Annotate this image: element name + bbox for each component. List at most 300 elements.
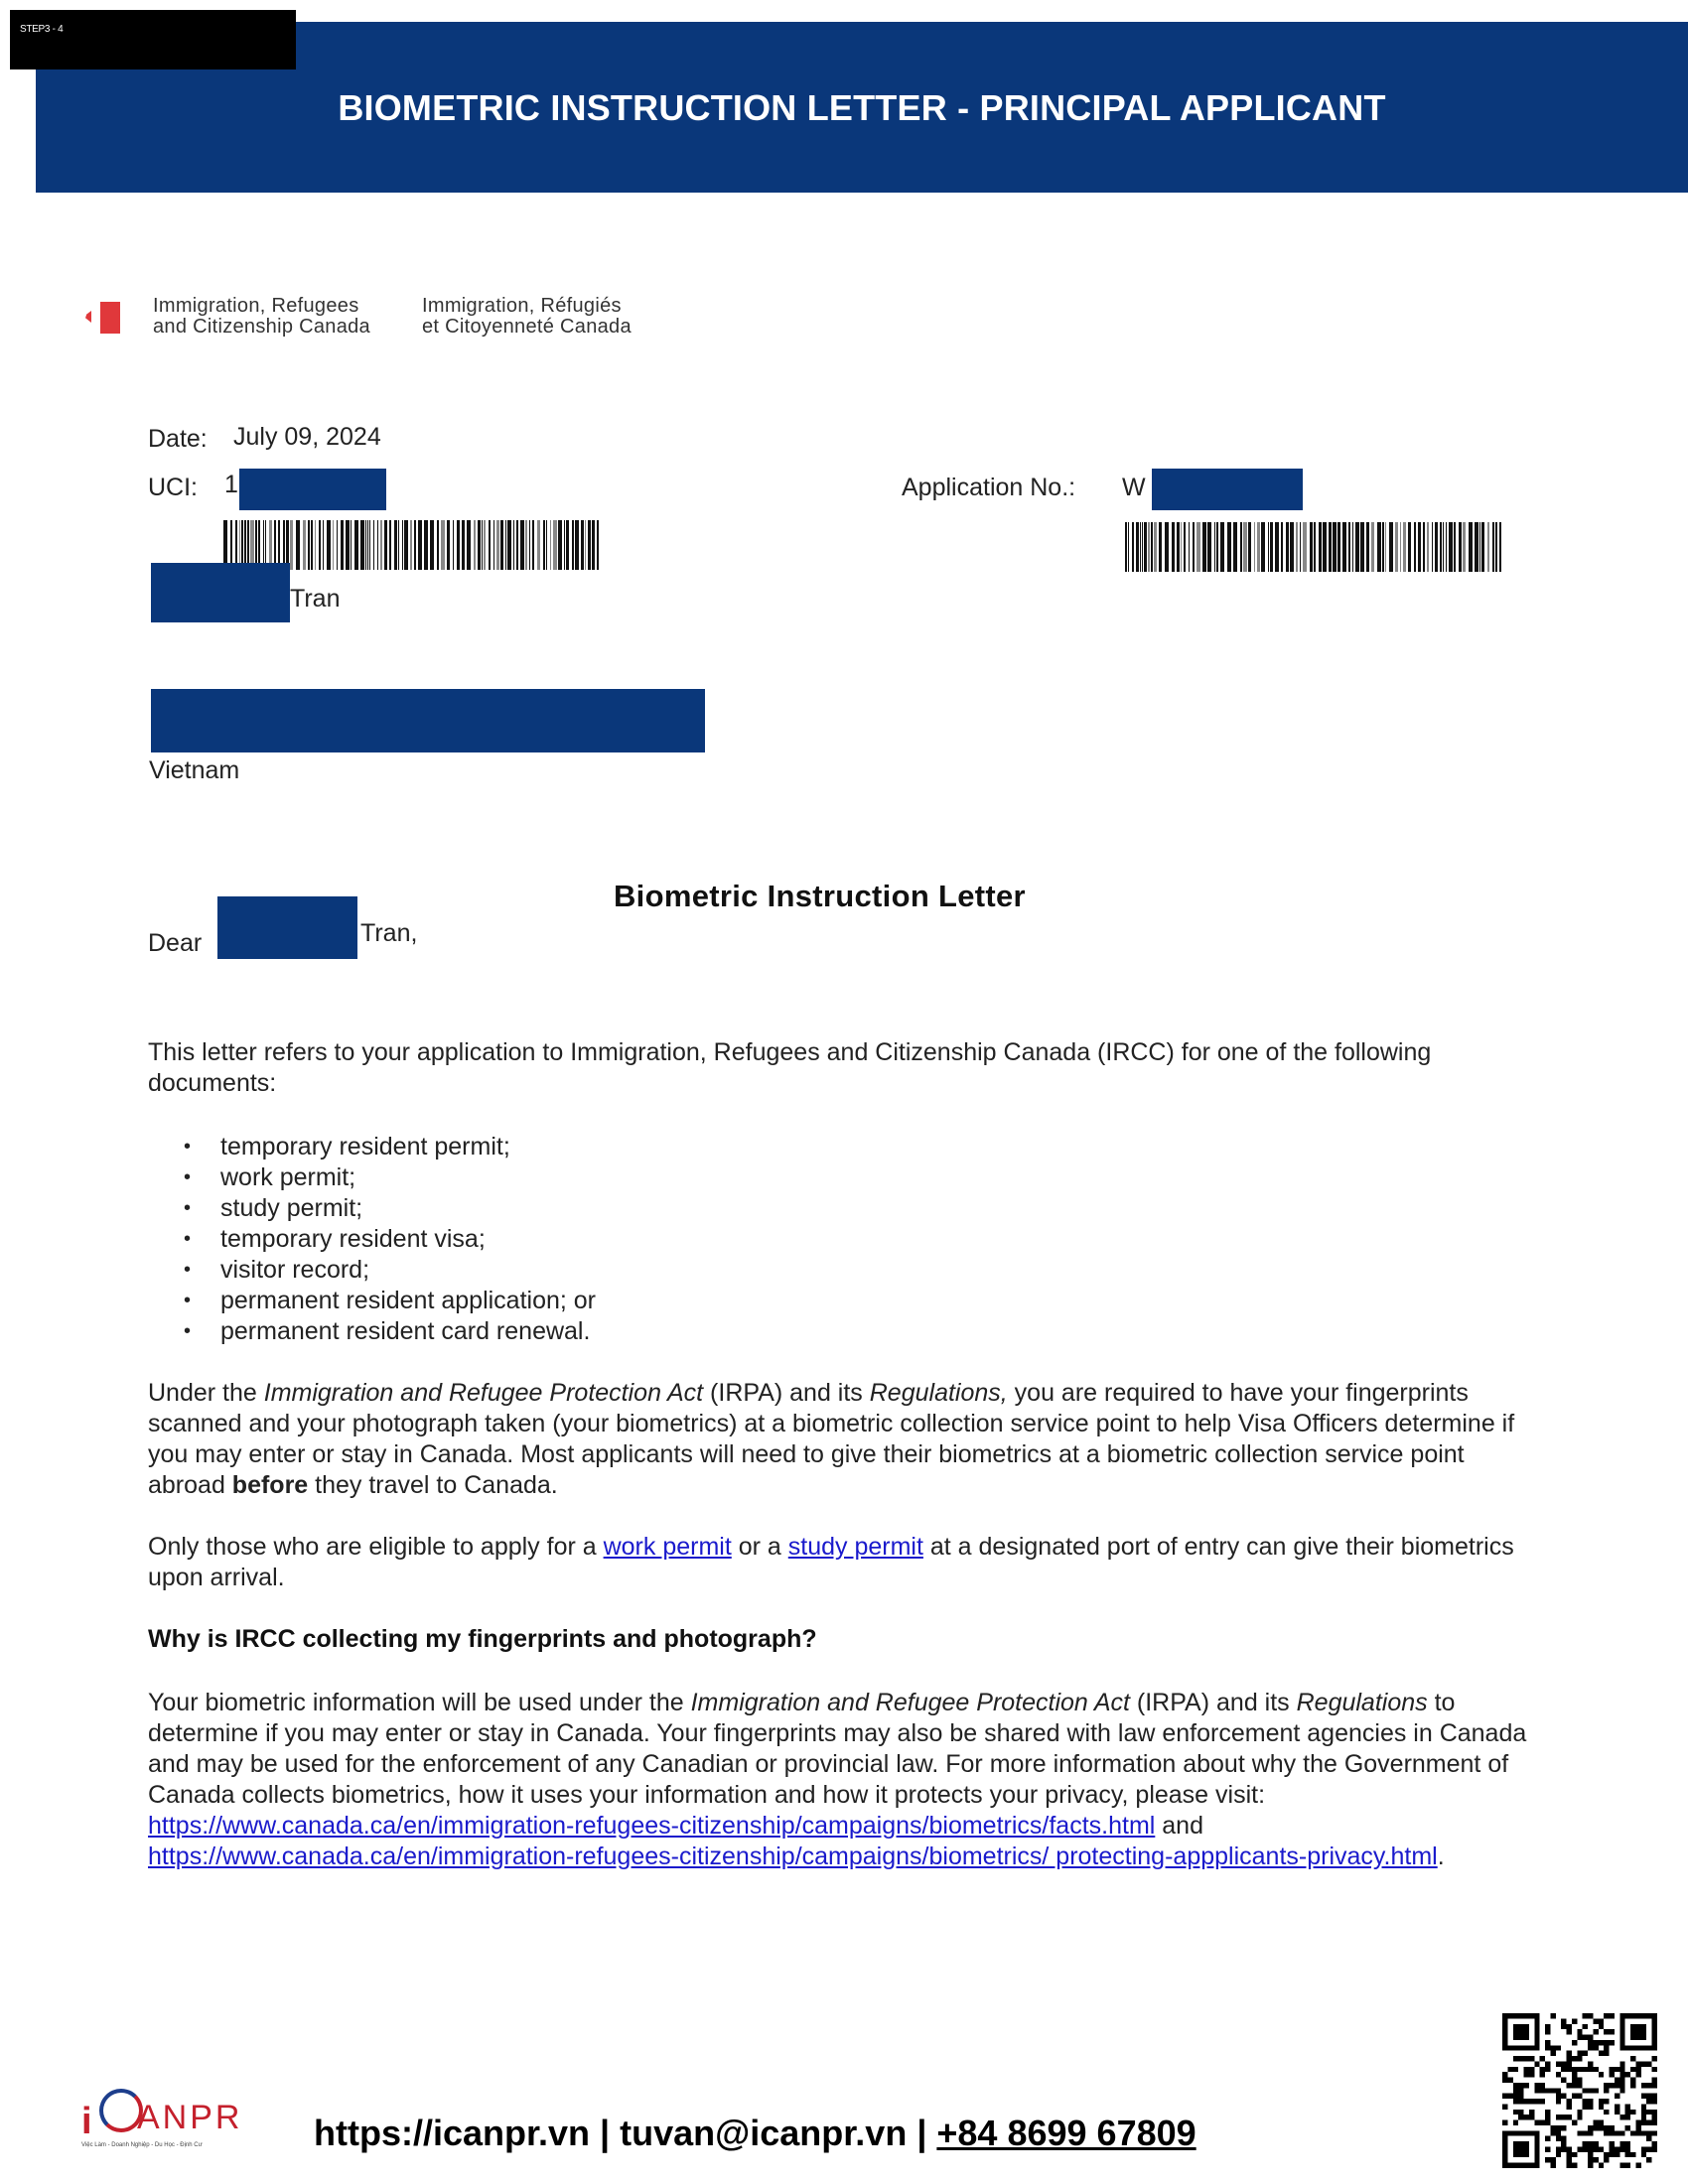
qr-module xyxy=(1545,2067,1550,2072)
qr-module xyxy=(1513,2141,1529,2157)
barcode-bar xyxy=(1449,522,1453,572)
qr-module xyxy=(1502,2104,1507,2109)
barcode-bar xyxy=(1371,522,1374,572)
barcode-bar xyxy=(1281,522,1283,572)
barcode-bar xyxy=(1296,522,1298,572)
qr-module xyxy=(1556,2088,1561,2093)
qr-module xyxy=(1577,2067,1582,2072)
qr-module xyxy=(1610,2083,1615,2088)
qr-module xyxy=(1567,2029,1572,2034)
list-item: • permanent resident card renewal. xyxy=(184,1316,596,1347)
qr-module xyxy=(1540,2072,1545,2077)
qr-module xyxy=(1545,2115,1550,2119)
redaction-box xyxy=(1152,469,1303,510)
redaction-box xyxy=(217,896,357,959)
barcode-bar xyxy=(327,520,331,570)
barcode-bar xyxy=(550,520,551,570)
qr-module xyxy=(1599,2099,1604,2104)
qr-module xyxy=(1619,2130,1624,2135)
qr-module xyxy=(1556,2094,1561,2099)
qr-module xyxy=(1577,2083,1582,2088)
barcode-bar xyxy=(581,520,584,570)
qr-module xyxy=(1641,2130,1646,2135)
barcode-bar xyxy=(493,520,494,570)
qr-module xyxy=(1583,2104,1588,2109)
list-item: • temporary resident permit; xyxy=(184,1132,596,1162)
barcode-bar xyxy=(1487,522,1489,572)
qr-module xyxy=(1630,2083,1635,2088)
qr-module xyxy=(1588,2152,1593,2157)
barcode-bar xyxy=(1360,522,1364,572)
redaction-box xyxy=(151,563,290,622)
qr-module xyxy=(1529,2099,1534,2104)
barcode-bar xyxy=(1333,522,1336,572)
qr-module xyxy=(1604,2083,1609,2088)
qr-module xyxy=(1593,2146,1598,2151)
barcode-bar xyxy=(1165,522,1169,572)
barcode-bar xyxy=(597,520,599,570)
barcode-bar xyxy=(1443,522,1444,572)
qr-module xyxy=(1641,2083,1646,2088)
barcode-bar xyxy=(1395,522,1398,572)
barcode-bar xyxy=(367,520,368,570)
qr-module xyxy=(1646,2099,1651,2104)
qr-module xyxy=(1619,2078,1624,2083)
qr-module xyxy=(1550,2163,1555,2168)
qr-module xyxy=(1518,2083,1523,2088)
barcode-bar xyxy=(1184,522,1186,572)
barcode-bar xyxy=(333,520,334,570)
qr-module xyxy=(1619,2072,1624,2077)
barcode-bar xyxy=(566,520,569,570)
barcode-bar xyxy=(1240,522,1242,572)
qr-module xyxy=(1572,2078,1577,2083)
barcode-bar xyxy=(1128,522,1129,572)
qr-module xyxy=(1610,2130,1615,2135)
barcode-bar xyxy=(1440,522,1442,572)
qr-module xyxy=(1599,2104,1604,2109)
qr-module xyxy=(1545,2040,1550,2045)
qr-module xyxy=(1615,2130,1619,2135)
qr-module xyxy=(1545,2136,1550,2141)
qr-module xyxy=(1646,2157,1651,2162)
qr-module xyxy=(1625,2110,1630,2115)
qr-module xyxy=(1540,2056,1545,2061)
qr-module xyxy=(1561,2146,1566,2151)
qr-module xyxy=(1604,2051,1609,2056)
qr-module xyxy=(1588,2045,1593,2050)
redaction-box xyxy=(239,469,386,510)
privacy-paragraph: Your biometric information will be used under the Immigration and Refugee Protection Act (IRPA) and its Regulations to determine if you may enter or stay in Canada. Your fingerprints may also be shared with law enforcement agencies in Canada and may be used for the enforcement of any Canadian or provincial law. For more information about why the Government of Canada collects biometrics, how it uses your information and how it protects your privacy, please visit: https://www.canada.ca/en/immigration-refugees-citizenship/campaigns/biometrics/facts.html and https://www.canada.ca/en/immigration-refugees-citizenship/campaigns/biometrics/ protecting-appplicants-privacy.html. xyxy=(148,1689,1527,1870)
qr-module xyxy=(1550,2013,1555,2018)
barcode-bar xyxy=(1254,522,1255,572)
qr-module xyxy=(1610,2125,1615,2130)
qr-module xyxy=(1545,2045,1550,2050)
qr-module xyxy=(1507,2067,1512,2072)
barcode-bar xyxy=(516,520,518,570)
barcode-bar xyxy=(1432,522,1433,572)
qr-module xyxy=(1572,2056,1577,2061)
qr-module xyxy=(1518,2088,1523,2093)
barcode-bar xyxy=(1463,522,1466,572)
barcode-bar xyxy=(1414,522,1416,572)
barcode-bar xyxy=(1423,522,1425,572)
qr-module xyxy=(1593,2157,1598,2162)
qr-module xyxy=(1604,2099,1609,2104)
barcode-bar xyxy=(1177,522,1180,572)
port-of-entry-paragraph: Only those who are eligible to apply for a work permit or a study permit at a designated port of entry can give their biometrics upon arrival. xyxy=(148,1533,1514,1591)
gov-name-english: Immigration, Refugees and Citizenship Canada xyxy=(153,295,370,338)
qr-module xyxy=(1604,2157,1609,2162)
barcode-bar xyxy=(1366,522,1369,572)
barcode-bar xyxy=(296,520,300,570)
barcode-bar xyxy=(546,520,547,570)
qr-module xyxy=(1646,2094,1651,2099)
qr-module xyxy=(1635,2120,1640,2125)
qr-module xyxy=(1572,2152,1577,2157)
barcode-bar xyxy=(337,520,338,570)
qr-module xyxy=(1646,2120,1651,2125)
barcode-bar xyxy=(525,520,527,570)
page-title: BIOMETRIC INSTRUCTION LETTER - PRINCIPAL APPLICANT xyxy=(338,87,1386,128)
irpa-paragraph: Under the Immigration and Refugee Protection Act (IRPA) and its Regulations, you are required to have your fingerprints scanned and your photograph taken (your biometrics) at a biometric collection service point to help Visa Officers determine if you may enter or stay in Canada. Most applicants will need to give their biometrics at a biometric collection service point abroad before they travel to Canada. xyxy=(148,1379,1515,1499)
barcode-bar xyxy=(377,520,378,570)
qr-module xyxy=(1604,2130,1609,2135)
qr-module xyxy=(1630,2152,1635,2157)
qr-module xyxy=(1615,2146,1619,2151)
qr-module xyxy=(1583,2035,1588,2040)
barcode-bar xyxy=(380,520,382,570)
email-link[interactable]: tuvan@icanpr.vn xyxy=(620,2113,908,2153)
barcode-bar xyxy=(1418,522,1421,572)
list-item: • work permit; xyxy=(184,1162,596,1193)
barcode-bar xyxy=(1248,522,1251,572)
website-link[interactable]: https://icanpr.vn xyxy=(314,2113,591,2153)
qr-module xyxy=(1652,2146,1657,2151)
barcode-bar xyxy=(553,520,557,570)
qr-module xyxy=(1588,2061,1593,2066)
qr-code-icon xyxy=(1502,2013,1657,2168)
barcode-bar xyxy=(1300,522,1301,572)
barcode-bar xyxy=(1172,522,1175,572)
qr-module xyxy=(1561,2061,1566,2066)
qr-module xyxy=(1615,2078,1619,2083)
qr-module xyxy=(1646,2130,1651,2135)
barcode-bar xyxy=(1348,522,1350,572)
barcode-bar xyxy=(404,520,408,570)
qr-module xyxy=(1572,2163,1577,2168)
barcode-bar xyxy=(1290,522,1294,572)
barcode-bar xyxy=(308,520,310,570)
barcode-bar xyxy=(1495,522,1497,572)
qr-module xyxy=(1646,2061,1651,2066)
qr-module xyxy=(1615,2083,1619,2088)
qr-module xyxy=(1572,2067,1577,2072)
qr-module xyxy=(1513,2110,1518,2115)
qr-module xyxy=(1567,2163,1572,2168)
uci-value: 1 xyxy=(224,471,238,498)
date-value: July 09, 2024 xyxy=(233,423,381,451)
qr-module xyxy=(1625,2146,1630,2151)
biometrics-facts-link[interactable]: https://www.canada.ca/en/immigration-refugees-citizenship/campaigns/biometrics/facts.html xyxy=(148,1812,1156,1840)
qr-module xyxy=(1561,2094,1566,2099)
footer-contact: https://icanpr.vn | tuvan@icanpr.vn | +84 8699 67809 xyxy=(314,2113,1196,2153)
qr-module xyxy=(1577,2035,1582,2040)
qr-module xyxy=(1524,2099,1529,2104)
qr-module xyxy=(1625,2163,1630,2168)
qr-module xyxy=(1577,2094,1582,2099)
barcode-bar xyxy=(414,520,416,570)
barcode-bar xyxy=(1475,522,1478,572)
qr-module xyxy=(1599,2120,1604,2125)
barcode-bar xyxy=(351,520,352,570)
why-heading: Why is IRCC collecting my fingerprints and photograph? xyxy=(148,1625,817,1653)
barcode-bar xyxy=(575,520,579,570)
qr-module xyxy=(1556,2130,1561,2135)
qr-module xyxy=(1534,2083,1539,2088)
qr-module xyxy=(1567,2061,1572,2066)
barcode-bar xyxy=(1132,522,1134,572)
step-tag xyxy=(10,10,296,69)
barcode-bar xyxy=(558,520,562,570)
qr-module xyxy=(1604,2152,1609,2157)
letter-title: Biometric Instruction Letter xyxy=(614,879,1026,913)
uci-label: UCI: xyxy=(148,474,198,501)
qr-module xyxy=(1593,2141,1598,2146)
qr-module xyxy=(1593,2125,1598,2130)
qr-module xyxy=(1588,2013,1593,2018)
barcode-bar xyxy=(1270,522,1273,572)
qr-module xyxy=(1615,2094,1619,2099)
qr-module xyxy=(1615,2152,1619,2157)
qr-module xyxy=(1572,2094,1577,2099)
qr-module xyxy=(1507,2078,1512,2083)
list-item: • visitor record; xyxy=(184,1255,596,1286)
qr-module xyxy=(1567,2067,1572,2072)
qr-module xyxy=(1588,2130,1593,2135)
qr-module xyxy=(1561,2125,1566,2130)
qr-module xyxy=(1545,2157,1550,2162)
qr-module xyxy=(1540,2099,1545,2104)
qr-module xyxy=(1652,2120,1657,2125)
barcode-bar xyxy=(1310,522,1313,572)
salutation-name: Tran, xyxy=(360,919,418,947)
qr-module xyxy=(1619,2115,1624,2119)
qr-module xyxy=(1513,2094,1518,2099)
qr-module xyxy=(1529,2056,1534,2061)
qr-module xyxy=(1540,2088,1545,2093)
barcode-bar xyxy=(1144,522,1147,572)
barcode-bar xyxy=(1323,522,1327,572)
qr-module xyxy=(1610,2040,1615,2045)
qr-module xyxy=(1619,2083,1624,2088)
barcode-bar xyxy=(365,520,366,570)
recipient-surname: Tran xyxy=(290,585,341,613)
date-label: Date: xyxy=(148,425,208,453)
step-tag-label: STEP3 - 4 xyxy=(20,24,64,35)
qr-module xyxy=(1567,2024,1572,2029)
barcode-bar xyxy=(520,520,524,570)
qr-module xyxy=(1550,2130,1555,2135)
barcode-bar xyxy=(489,520,491,570)
barcode-bar xyxy=(1408,522,1411,572)
barcode-bar xyxy=(1400,522,1401,572)
application-number-value: W xyxy=(1122,474,1146,501)
barcode-bar xyxy=(507,520,511,570)
barcode-bar xyxy=(1355,522,1359,572)
qr-module xyxy=(1524,2115,1529,2119)
qr-module xyxy=(1652,2099,1657,2104)
qr-module xyxy=(1529,2067,1534,2072)
qr-module xyxy=(1513,2083,1518,2088)
barcode-bar xyxy=(1233,522,1237,572)
qr-module xyxy=(1604,2045,1609,2050)
qr-module xyxy=(1518,2056,1523,2061)
qr-module xyxy=(1513,2120,1518,2125)
qr-module xyxy=(1646,2083,1651,2088)
barcode-bar xyxy=(402,520,403,570)
work-permit-link[interactable]: work permit xyxy=(603,1533,732,1561)
qr-module xyxy=(1588,2146,1593,2151)
list-item: • study permit; xyxy=(184,1193,596,1224)
qr-module xyxy=(1513,2099,1518,2104)
privacy-link[interactable]: https://www.canada.ca/en/immigration-refugees-citizenship/campaigns/biometrics/ protecting-appplicants-privacy.html xyxy=(148,1843,1438,1870)
qr-module xyxy=(1599,2018,1604,2023)
qr-module xyxy=(1610,2152,1615,2157)
qr-module xyxy=(1583,2146,1588,2151)
qr-module xyxy=(1561,2018,1566,2023)
qr-module xyxy=(1567,2104,1572,2109)
qr-module xyxy=(1641,2061,1646,2066)
qr-module xyxy=(1588,2141,1593,2146)
qr-module xyxy=(1556,2045,1561,2050)
barcode-bar xyxy=(467,520,471,570)
qr-module xyxy=(1599,2072,1604,2077)
barcode-bar xyxy=(572,520,574,570)
qr-module xyxy=(1583,2067,1588,2072)
barcode-bar xyxy=(1142,522,1143,572)
barcode-bar xyxy=(588,520,591,570)
qr-module xyxy=(1619,2163,1624,2168)
qr-module xyxy=(1572,2040,1577,2045)
redaction-box xyxy=(151,689,705,752)
qr-module xyxy=(1588,2125,1593,2130)
barcode-bar xyxy=(1382,522,1384,572)
qr-module xyxy=(1615,2110,1619,2115)
barcode-bar xyxy=(315,520,316,570)
barcode-bar xyxy=(360,520,364,570)
barcode-bar xyxy=(373,520,374,570)
barcode-bar xyxy=(1481,522,1484,572)
qr-module xyxy=(1534,2120,1539,2125)
barcode-bar xyxy=(505,520,506,570)
qr-module xyxy=(1502,2072,1507,2077)
barcode-bar xyxy=(354,520,358,570)
barcode-bar xyxy=(1499,522,1501,572)
barcode-bar xyxy=(529,520,530,570)
barcode-bar xyxy=(1257,522,1260,572)
qr-module xyxy=(1567,2157,1572,2162)
qr-module xyxy=(1556,2125,1561,2130)
qr-module xyxy=(1577,2051,1582,2056)
qr-module xyxy=(1641,2146,1646,2151)
qr-module xyxy=(1567,2099,1572,2104)
barcode-bar xyxy=(1268,522,1269,572)
qr-module xyxy=(1534,2061,1539,2066)
qr-module xyxy=(1524,2056,1529,2061)
qr-module xyxy=(1604,2088,1609,2093)
qr-module xyxy=(1652,2141,1657,2146)
canada-flag-icon xyxy=(100,302,120,334)
phone-link[interactable]: +84 8699 67809 xyxy=(936,2113,1196,2153)
barcode-bar xyxy=(319,520,321,570)
qr-module xyxy=(1630,2110,1635,2115)
qr-module xyxy=(1588,2040,1593,2045)
barcode-bar xyxy=(369,520,370,570)
barcode-bar xyxy=(1227,522,1231,572)
qr-module xyxy=(1561,2067,1566,2072)
barcode-bar xyxy=(543,520,545,570)
qr-module xyxy=(1556,2061,1561,2066)
qr-module xyxy=(1545,2146,1550,2151)
qr-module xyxy=(1593,2120,1598,2125)
qr-module xyxy=(1610,2146,1615,2151)
qr-module xyxy=(1635,2067,1640,2072)
qr-module xyxy=(1593,2018,1598,2023)
barcode-bar xyxy=(1136,522,1139,572)
qr-module xyxy=(1513,2088,1518,2093)
qr-module xyxy=(1567,2152,1572,2157)
qr-module xyxy=(1652,2067,1657,2072)
qr-module xyxy=(1556,2115,1561,2119)
qr-module xyxy=(1518,2110,1523,2115)
qr-module xyxy=(1610,2029,1615,2034)
qr-module xyxy=(1502,2094,1507,2099)
qr-module xyxy=(1583,2099,1588,2104)
qr-module xyxy=(1545,2029,1550,2034)
salutation: Dear xyxy=(148,929,203,957)
document-list xyxy=(184,1132,596,1347)
barcode-bar xyxy=(1454,522,1456,572)
barcode-bar xyxy=(303,520,306,570)
qr-module xyxy=(1529,2115,1534,2119)
qr-module xyxy=(1625,2152,1630,2157)
study-permit-link[interactable]: study permit xyxy=(787,1533,923,1561)
barcode-bar xyxy=(447,520,450,570)
qr-module xyxy=(1567,2083,1572,2088)
barcode-bar xyxy=(394,520,397,570)
barcode-bar xyxy=(462,520,465,570)
qr-module xyxy=(1545,2088,1550,2093)
qr-module xyxy=(1583,2088,1588,2093)
qr-module xyxy=(1577,2029,1582,2034)
gov-name-french: Immigration, Réfugiés et Citoyenneté Canada xyxy=(422,295,632,338)
qr-module xyxy=(1561,2115,1566,2119)
qr-module xyxy=(1652,2115,1657,2119)
barcode-bar xyxy=(346,520,350,570)
qr-module xyxy=(1556,2152,1561,2157)
qr-module xyxy=(1545,2110,1550,2115)
qr-module xyxy=(1572,2120,1577,2125)
qr-module xyxy=(1545,2120,1550,2125)
qr-module xyxy=(1561,2078,1566,2083)
qr-module xyxy=(1577,2146,1582,2151)
barcode-bar xyxy=(1459,522,1462,572)
qr-module xyxy=(1502,2078,1507,2083)
barcode-bar xyxy=(1337,522,1340,572)
qr-module xyxy=(1588,2104,1593,2109)
qr-module xyxy=(1545,2061,1550,2066)
